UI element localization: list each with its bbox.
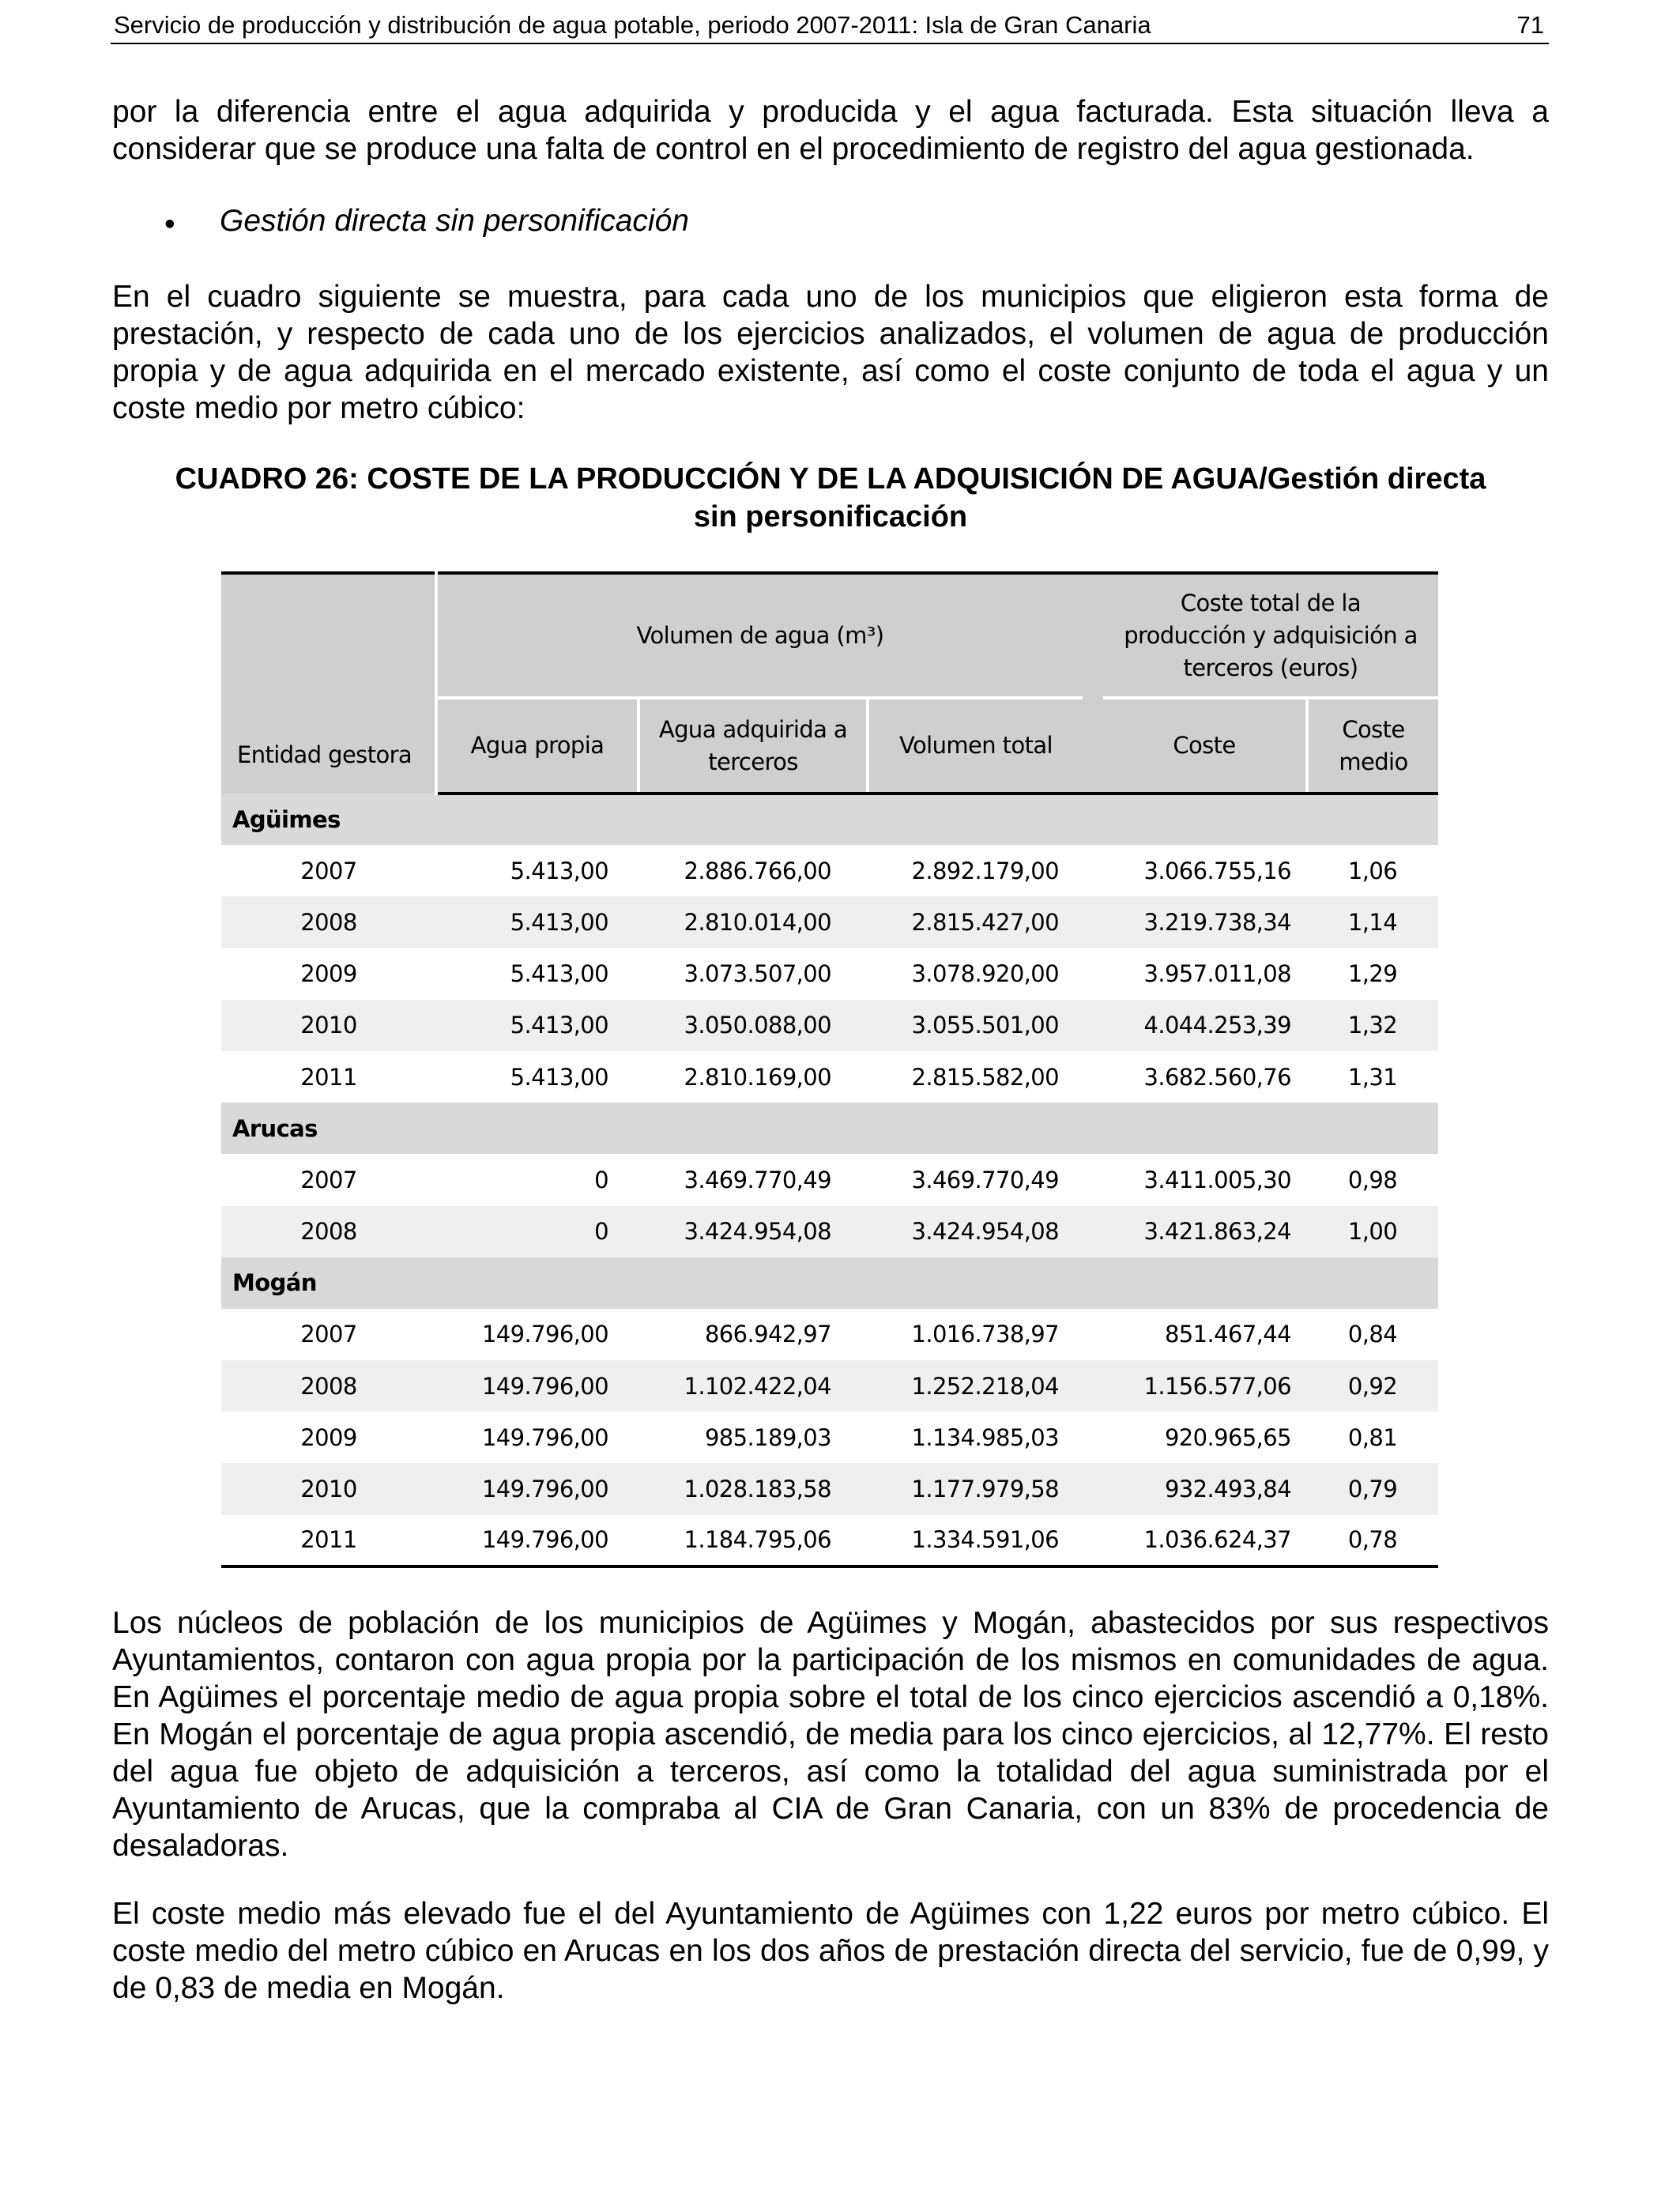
page-number: 71: [1516, 11, 1544, 39]
header-agua-adquirida-line2: terceros: [708, 748, 798, 775]
header-coste-total-line1: Coste total de la: [1180, 589, 1362, 616]
gap-cell: [1083, 845, 1103, 896]
group-row-fill: [1103, 1257, 1307, 1309]
header-coste-medio-line1: Coste: [1342, 715, 1405, 743]
table-body: [221, 794, 1438, 1566]
header-gap: [1083, 698, 1103, 794]
header-coste-total-line2: producción y adquisición a: [1124, 621, 1418, 649]
table-cell: 3.421.863,24: [1103, 1206, 1307, 1257]
table-cell: 149.796,00: [481, 1526, 608, 1554]
group-row-fill: [638, 1257, 868, 1309]
group-row-fill: [436, 1257, 638, 1309]
table-row: [221, 1515, 1438, 1566]
group-name: Mogán: [221, 1257, 436, 1309]
table-row: [221, 896, 1438, 948]
table-cell: 149.796,00: [436, 1360, 638, 1412]
table-cell: 0,78: [1347, 1526, 1398, 1554]
table-cell: 5.413,00: [510, 960, 608, 988]
table-cell: 2010: [221, 1000, 436, 1051]
header-title: Servicio de producción y distribución de agua potable, periodo 2007-2011: Isla de Gran Canaria: [114, 11, 1151, 39]
header-agua-adquirida: [638, 698, 868, 794]
table-cell: 3.424.954,08: [868, 1206, 1083, 1257]
group-row: [221, 1103, 1438, 1154]
table-cell: 985.189,03: [704, 1423, 831, 1451]
table-row: [221, 1154, 1438, 1205]
table-cell: 1,00: [1307, 1206, 1438, 1257]
group-name: Arucas: [221, 1103, 436, 1154]
group-row-fill: [638, 794, 868, 845]
group-row-fill: [1307, 1257, 1438, 1309]
table-cell: 2009: [300, 960, 357, 988]
gap-cell: [1083, 1360, 1103, 1412]
running-header: [111, 9, 1549, 44]
section-bullet-heading: Gestión directa sin personificación: [220, 204, 689, 238]
table-cell: 2.815.582,00: [911, 1063, 1059, 1091]
table-row: [221, 1360, 1438, 1412]
table-cell: 4.044.253,39: [1103, 1000, 1307, 1051]
table-cell: 1.184.795,06: [684, 1526, 831, 1554]
table-cell: 3.073.507,00: [684, 960, 831, 988]
header-coste-total: [1103, 573, 1438, 698]
group-row-fill: [638, 1103, 868, 1154]
header-agua-adquirida-line1: Agua adquirida a: [658, 715, 848, 743]
table-cell: 1,06: [1347, 857, 1398, 884]
group-row: [221, 794, 1438, 845]
table-cell: 3.424.954,08: [638, 1206, 868, 1257]
group-row-fill: [1103, 794, 1307, 845]
table-cell: 0,98: [1347, 1166, 1398, 1193]
table-cell: 3.078.920,00: [911, 960, 1059, 988]
gap-cell: [1083, 1309, 1103, 1360]
table-cell: 1,14: [1307, 896, 1438, 948]
table-cell: 5.413,00: [436, 1000, 638, 1051]
table-cell: 3.219.738,34: [1103, 896, 1307, 948]
group-row-fill: [1103, 1103, 1307, 1154]
table-cell: 1.016.738,97: [911, 1321, 1059, 1348]
table-cell: 866.942,97: [704, 1321, 831, 1348]
table-row: [221, 845, 1438, 896]
table-cell: 5.413,00: [436, 896, 638, 948]
table-cell: 5.413,00: [510, 1063, 608, 1091]
group-row-fill: [1307, 1103, 1438, 1154]
table-cell: 3.066.755,16: [1143, 857, 1291, 884]
table-cell: 2011: [300, 1526, 357, 1554]
header-agua-propia: Agua propia: [436, 698, 638, 794]
paragraph-analysis: Los núcleos de población de los municipios de Agüimes y Mogán, abastecidos por sus respectivos Ayuntamientos, contaron con agua propia por la participación de los mismos en comunidades de agua. En Agüimes el porcentaje medio de agua propia sobre el total de los cinco ejercicios ascendió a 0,18%. En Mogán el porcentaje de agua propia ascendió, de media para los cinco ejercicios, al 12,77%. El resto del agua fue objeto de adquisición a terceros, así como la totalidad del agua suministrada por el Ayuntamiento de Arucas, que la compraba al CIA de Gran Canaria, con un 83% de procedencia de desaladoras.: [112, 1606, 1549, 1863]
table-row: [221, 1051, 1438, 1103]
table-cell: 0,81: [1347, 1423, 1398, 1451]
table-cell: 3.682.560,76: [1143, 1063, 1291, 1091]
gap-cell: [1083, 1412, 1103, 1463]
table-cell: 0,79: [1307, 1463, 1438, 1514]
group-row-fill: [868, 794, 1083, 845]
gap-cell: [1083, 1515, 1103, 1566]
header-coste-medio: [1307, 698, 1438, 794]
table-cell: 2007: [300, 1166, 357, 1193]
table-cell: 1,32: [1307, 1000, 1438, 1051]
table-cell: 3.411.005,30: [1143, 1166, 1291, 1193]
group-row-fill: [868, 1257, 1083, 1309]
gap-cell: [1083, 1000, 1103, 1051]
table-cell: 2008: [221, 1360, 436, 1412]
paragraph-table-intro: En el cuadro siguiente se muestra, para cada uno de los municipios que eligieron esta forma de prestación, y respecto de cada uno de los ejercicios analizados, el volumen de agua de producción propia y de agua adquirida en el mercado existente, así como el coste conjunto de toda el agua y un coste medio por metro cúbico:: [112, 280, 1549, 425]
table-caption: [112, 460, 1549, 536]
group-row-fill: [1307, 794, 1438, 845]
gap-cell: [1083, 1463, 1103, 1514]
table-cell: 149.796,00: [481, 1423, 608, 1451]
table-cell: 3.050.088,00: [638, 1000, 868, 1051]
table-cell: 1,31: [1347, 1063, 1398, 1091]
header-gap: [1083, 573, 1103, 698]
table-row: [221, 1412, 1438, 1463]
table-cell: 2008: [221, 1206, 436, 1257]
table-cell: 2007: [300, 857, 357, 884]
table-cell: 2.810.169,00: [684, 1063, 831, 1091]
table-cell: 851.467,44: [1164, 1321, 1291, 1348]
table-row: [221, 1463, 1438, 1514]
table-cell: 3.055.501,00: [868, 1000, 1083, 1051]
table-cell: 2011: [300, 1063, 357, 1091]
table-cell: 0: [594, 1166, 608, 1193]
table-cell: 5.413,00: [510, 857, 608, 884]
header-volumen-total: Volumen total: [868, 698, 1083, 794]
table-cell: 3.469.770,49: [684, 1166, 831, 1193]
group-row-fill: [868, 1103, 1083, 1154]
table-cell: 3.957.011,08: [1143, 960, 1291, 988]
caption-line-2: sin personificación: [693, 500, 968, 533]
gap-cell: [1083, 1051, 1103, 1103]
table-row: [221, 1206, 1438, 1257]
table-cell: 1.334.591,06: [911, 1526, 1059, 1554]
gap-cell: [1083, 948, 1103, 1000]
gap-cell: [1083, 1154, 1103, 1205]
header-entidad-gestora: Entidad gestora: [221, 573, 436, 794]
table-cell: 149.796,00: [481, 1321, 608, 1348]
group-row: [221, 1257, 1438, 1309]
header-volumen-agua: Volumen de agua (m³): [436, 573, 1083, 698]
group-row-fill: [1083, 1103, 1103, 1154]
table-cell: 1.028.183,58: [638, 1463, 868, 1514]
table-cell: 3.469.770,49: [911, 1166, 1059, 1193]
table-row: [221, 1309, 1438, 1360]
header-coste-medio-line2: medio: [1339, 748, 1408, 775]
gap-cell: [1083, 896, 1103, 948]
gap-cell: [1083, 1206, 1103, 1257]
header-coste-total-line3: terceros (euros): [1183, 654, 1358, 681]
table-cell: 920.965,65: [1164, 1423, 1291, 1451]
table-cell: 2008: [221, 896, 436, 948]
group-row-fill: [436, 794, 638, 845]
table-cell: 2.815.427,00: [868, 896, 1083, 948]
table-cell: 2007: [300, 1321, 357, 1348]
table-row: [221, 948, 1438, 1000]
table-cell: 2.886.766,00: [684, 857, 831, 884]
table-cell: 1.134.985,03: [911, 1423, 1059, 1451]
bullet-icon: •: [164, 207, 175, 241]
caption-line-1: CUADRO 26: COSTE DE LA PRODUCCIÓN Y DE LA ADQUISICIÓN DE AGUA/Gestión directa: [175, 462, 1486, 496]
table-cell: 1.156.577,06: [1103, 1360, 1307, 1412]
table-cell: 2010: [221, 1463, 436, 1514]
paragraph-intro: por la diferencia entre el agua adquirida y producida y el agua facturada. Esta situación lleva a considerar que se produce una falta de control en el procedimiento de registro del agua gestionada.: [112, 95, 1549, 166]
table-cell: 0,92: [1307, 1360, 1438, 1412]
table-cell: 932.493,84: [1103, 1463, 1307, 1514]
table-cell: 149.796,00: [436, 1463, 638, 1514]
table-row: [221, 1000, 1438, 1051]
table-cell: 1.102.422,04: [638, 1360, 868, 1412]
group-row-fill: [436, 1103, 638, 1154]
table-cell: 1.252.218,04: [868, 1360, 1083, 1412]
header-coste: Coste: [1103, 698, 1307, 794]
group-row-fill: [1083, 794, 1103, 845]
table-cell: 1,29: [1347, 960, 1398, 988]
cost-table: [221, 571, 1438, 1568]
table-cell: 0: [436, 1206, 638, 1257]
table-cell: 1.177.979,58: [868, 1463, 1083, 1514]
table-cell: 2.892.179,00: [911, 857, 1059, 884]
table-cell: 1.036.624,37: [1143, 1526, 1291, 1554]
group-name: Agüimes: [221, 794, 436, 845]
table-cell: 2009: [300, 1423, 357, 1451]
table-cell: 2.810.014,00: [638, 896, 868, 948]
group-row-fill: [1083, 1257, 1103, 1309]
table-cell: 0,84: [1347, 1321, 1398, 1348]
paragraph-conclusion: El coste medio más elevado fue el del Ayuntamiento de Agüimes con 1,22 euros por metro cúbico. El coste medio del metro cúbico en Arucas en los dos años de prestación directa del servicio, fue de 0,99, y de 0,83 de media en Mogán.: [112, 1897, 1549, 2005]
